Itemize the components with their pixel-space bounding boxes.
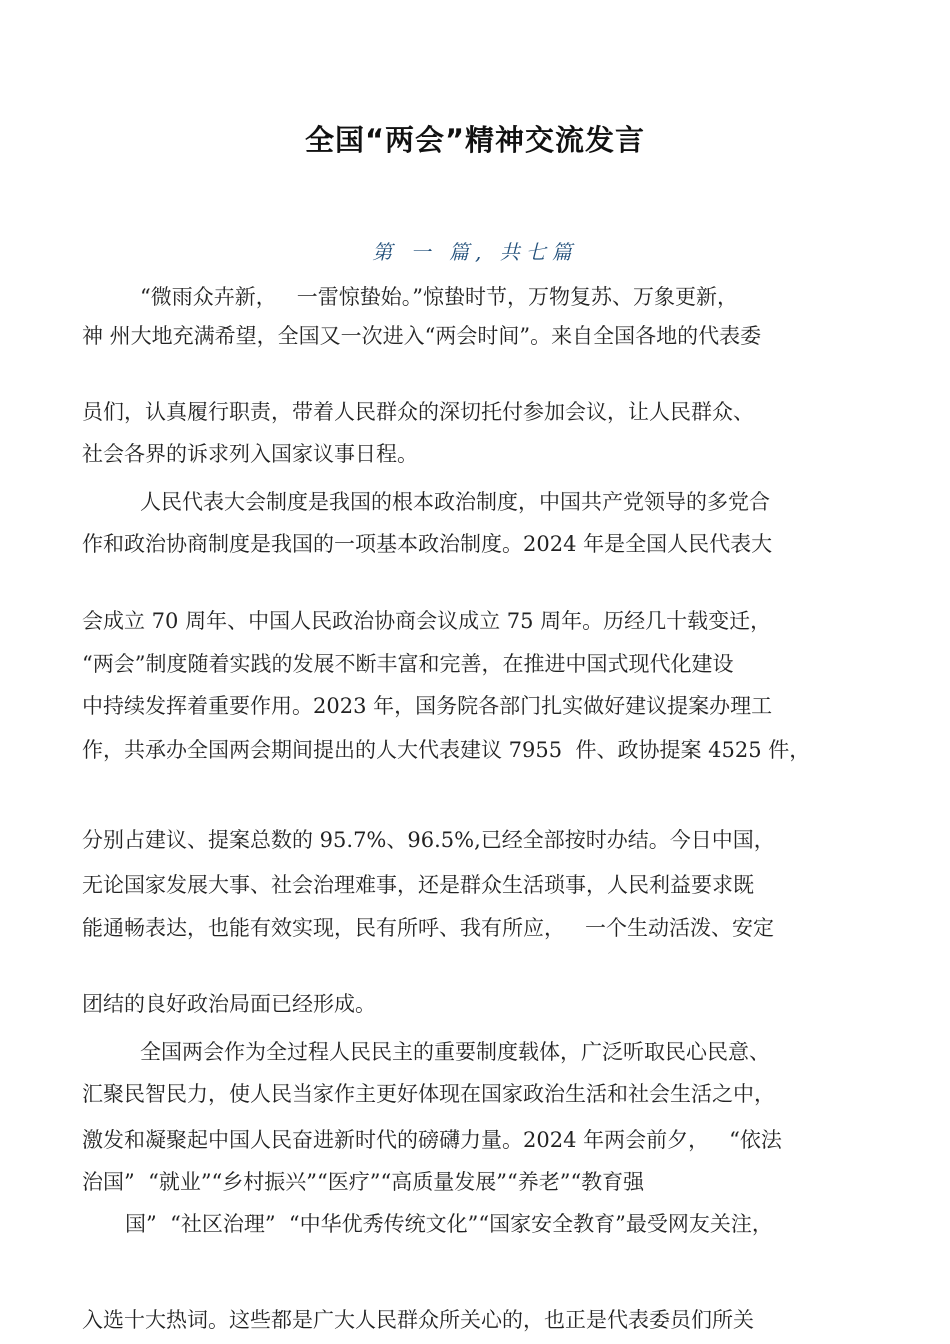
paragraph-line: 神 州大地充满希望，全国又一次进入“两会时间”。来自全国各地的代表委 bbox=[82, 324, 762, 348]
paragraph-line: 入选十大热词。这些都是广大人民群众所关心的，也正是代表委员们所关 bbox=[82, 1308, 754, 1332]
document-title: 全国“两会”精神交流发言 bbox=[304, 123, 646, 157]
paragraph-line: “微雨众卉新， 一雷惊蛰始。”惊蛰时节，万物复苏、万象更新， bbox=[140, 285, 738, 309]
paragraph-line: 作，共承办全国两会期间提出的人大代表建议 7955 件、政协提案 4525 件， bbox=[82, 738, 811, 762]
paragraph-line: 激发和凝聚起中国人民奋进新时代的磅礴力量。2024 年两会前夕， “依法 bbox=[82, 1128, 782, 1152]
paragraph-line: 国” “社区治理” “中华优秀传统文化”“国家安全教育”最受网友关注， bbox=[125, 1212, 773, 1236]
paragraph-line: 作和政治协商制度是我国的一项基本政治制度。2024 年是全国人民代表大 bbox=[82, 532, 773, 556]
paragraph-line: 会成立 70 周年、中国人民政治协商会议成立 75 周年。历经几十载变迁， bbox=[82, 609, 772, 633]
paragraph-line: 人民代表大会制度是我国的根本政治制度，中国共产党领导的多党合 bbox=[140, 490, 770, 514]
paragraph-line: 无论国家发展大事、社会治理难事，还是群众生活琐事，人民利益要求既 bbox=[82, 873, 754, 897]
paragraph-line: 中持续发挥着重要作用。2023 年，国务院各部门扎实做好建议提案办理工 bbox=[82, 694, 773, 718]
paragraph-line: 社会各界的诉求列入国家议事日程。 bbox=[82, 442, 418, 466]
paragraph-line: “两会”制度随着实践的发展不断丰富和完善，在推进中国式现代化建设 bbox=[82, 652, 734, 676]
paragraph-line: 全国两会作为全过程人民民主的重要制度载体，广泛听取民心民意、 bbox=[140, 1040, 770, 1064]
paragraph-line: 汇聚民智民力，使人民当家作主更好体现在国家政治生活和社会生活之中， bbox=[82, 1082, 775, 1106]
paragraph-line: 治国” “就业”“乡村振兴”“医疗”“高质量发展”“养老”“教育强 bbox=[82, 1170, 645, 1194]
paragraph-line: 分别占建议、提案总数的 95.7%、96.5%,已经全部按时办结。今日中国， bbox=[82, 828, 775, 852]
paragraph-line: 团结的良好政治局面已经形成。 bbox=[82, 992, 376, 1016]
paragraph-line: 员们，认真履行职责，带着人民群众的深切托付参加会议，让人民群众、 bbox=[82, 400, 754, 424]
paragraph-line: 能通畅表达，也能有效实现，民有所呼、我有所应， 一个生动活泼、安定 bbox=[82, 916, 775, 940]
document-subtitle: 第 一 篇, 共七篇 bbox=[372, 240, 578, 264]
